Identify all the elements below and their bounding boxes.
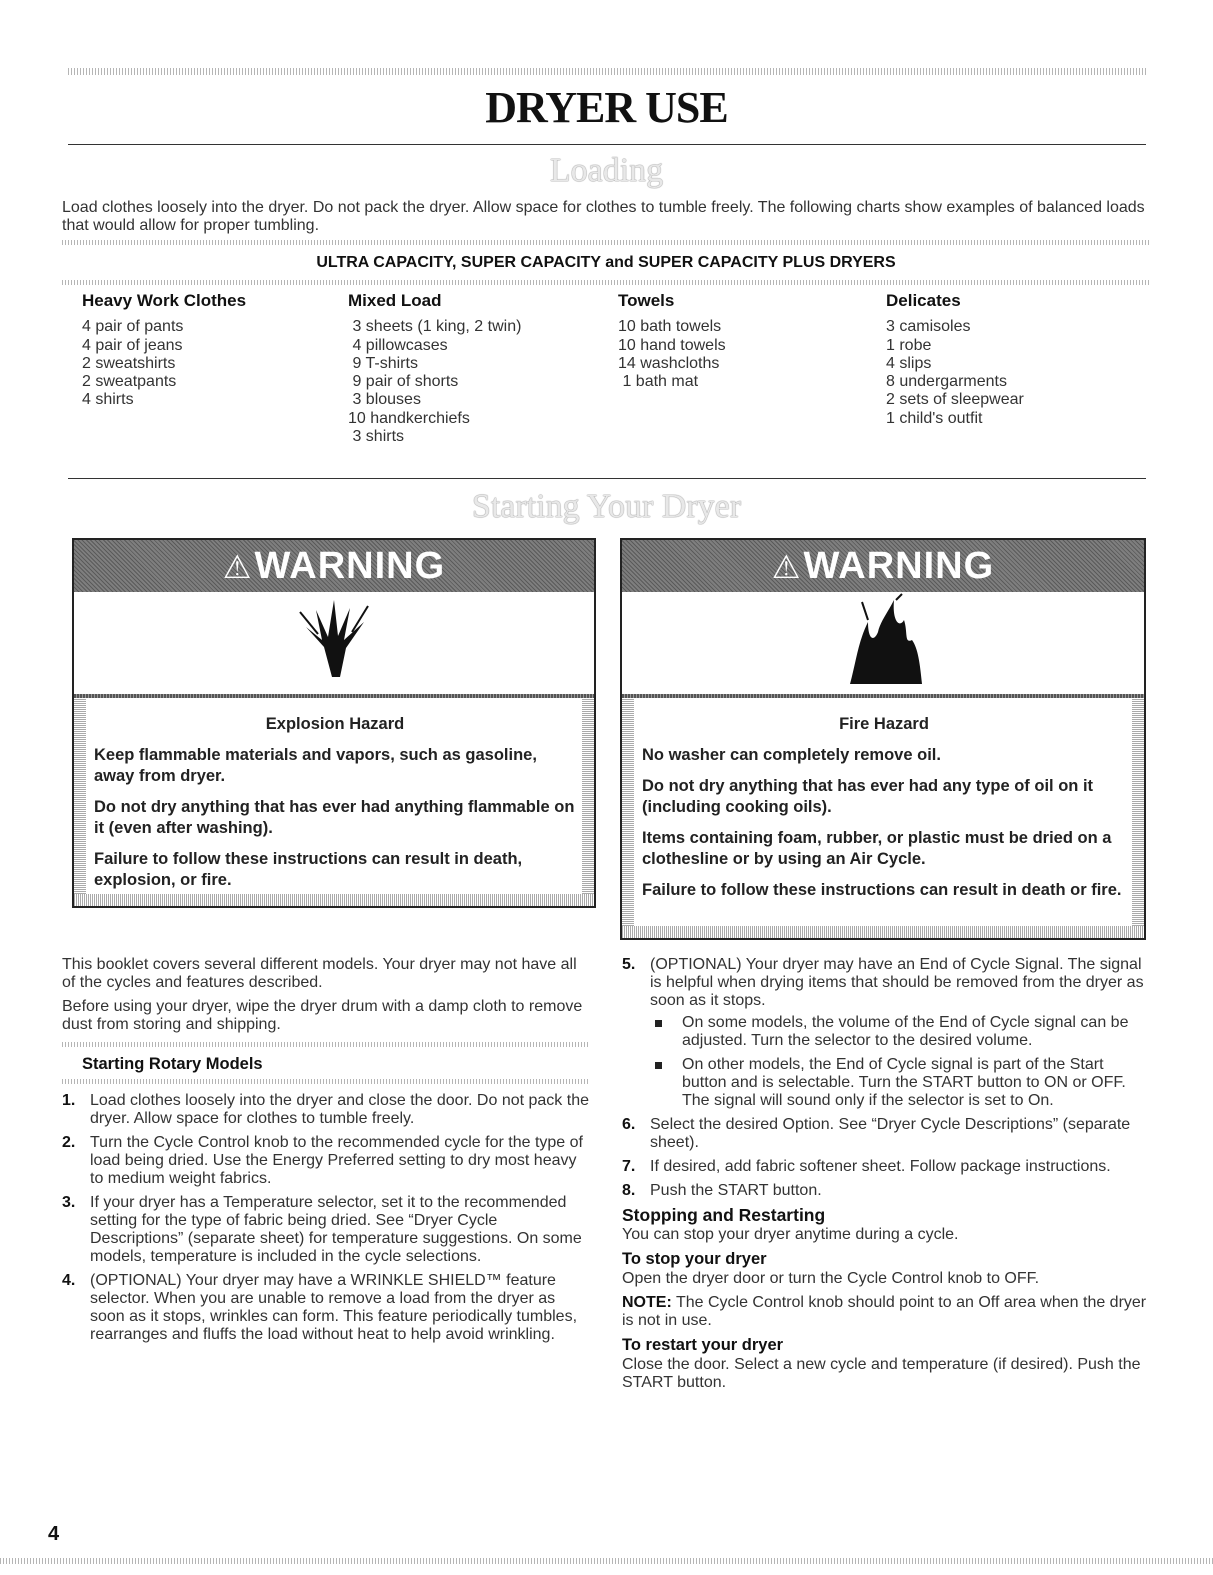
list-item: 4 shirts	[82, 391, 134, 409]
warning-triangle-icon: ⚠	[771, 549, 802, 585]
starting-section-title: Starting Your Dryer	[471, 488, 742, 525]
subhead-dotted-top	[62, 1042, 590, 1047]
to-stop-heading: To stop your dryer	[622, 1250, 767, 1268]
list-item: 3 blouses	[348, 391, 421, 409]
loading-section-title: Loading	[549, 152, 664, 189]
explosion-warning-box	[72, 538, 596, 908]
subhead-dotted-bottom	[62, 1079, 590, 1084]
warning-line: Do not dry anything that has ever had any type of oil on it (including cooking oils).	[642, 777, 1094, 816]
list-item: 4 pillowcases	[348, 336, 448, 354]
warning-header	[74, 540, 594, 592]
page-title: DRYER USE	[485, 83, 728, 132]
warning-triangle-icon: ⚠	[222, 549, 253, 585]
step-text: Load clothes loosely into the dryer and close the door. Do not pack the dryer. Allow space for clothes to tumble freely.	[90, 1092, 589, 1127]
warning-divider	[622, 694, 1144, 698]
list-item: 9 T-shirts	[348, 354, 418, 372]
list-item: 2 sets of sleepwear	[886, 391, 1024, 409]
column-header: Mixed Load	[348, 291, 442, 310]
load-column-mixed	[348, 292, 521, 446]
note-text: The Cycle Control knob should point to an Off area when the dryer is not in use.	[622, 1294, 1147, 1329]
step-text: Push the START button.	[650, 1182, 822, 1199]
right-text-column	[622, 956, 1148, 1398]
column-header: Delicates	[886, 291, 961, 310]
warning-header	[622, 540, 1144, 592]
warning-line: Failure to follow these instructions can result in death, explosion, or fire.	[94, 850, 523, 889]
list-item: 2 sweatpants	[82, 373, 177, 391]
hazard-title: Explosion Hazard	[265, 715, 405, 733]
step-text: If desired, add fabric softener sheet. Follow package instructions.	[650, 1158, 1111, 1175]
step-number: 7.	[622, 1158, 636, 1175]
list-item: 4 slips	[886, 354, 932, 372]
step-text: (OPTIONAL) Your dryer may have an End of Cycle Signal. The signal is helpful when drying items that should be removed from the dryer as soon as it stops.	[650, 956, 1144, 1009]
step-number: 2.	[62, 1134, 76, 1151]
fire-warning-box	[620, 538, 1146, 940]
list-item: 9 pair of shorts	[348, 373, 459, 391]
list-item: 4 pair of jeans	[82, 336, 183, 354]
step-number: 4.	[62, 1272, 76, 1289]
load-column-heavy	[82, 292, 246, 410]
list-item	[622, 1158, 1148, 1176]
step-number: 6.	[622, 1116, 636, 1133]
load-column-towels	[618, 292, 726, 391]
step-text: (OPTIONAL) Your dryer may have a WRINKLE SHIELD™ feature selector. When you are unable to remove a load from the dryer as soon as it stops, wrinkles can form. This feature periodically tumbles, rearranges and fluffs the load without heat to help avoid wrinkling.	[90, 1272, 578, 1343]
explosion-icon	[74, 592, 594, 692]
loading-intro: Load clothes loosely into the dryer. Do not pack the dryer. Allow space for clothes to tumble freely. The following charts show examples of balanced loads that would allow for proper tumbling.	[62, 199, 1145, 234]
warning-label: WARNING	[254, 545, 446, 587]
step-text: Select the desired Option. See “Dryer Cycle Descriptions” (separate sheet).	[650, 1116, 1131, 1151]
to-restart-heading: To restart your dryer	[622, 1336, 784, 1354]
hazard-title: Fire Hazard	[839, 715, 929, 733]
fire-icon	[622, 592, 1144, 692]
warning-side-pattern	[622, 698, 634, 938]
stopping-intro: You can stop your dryer anytime during a cycle.	[622, 1226, 959, 1243]
list-item: 10 bath towels	[618, 318, 722, 336]
section-rule	[68, 478, 1146, 479]
load-table-title: ULTRA CAPACITY, SUPER CAPACITY and SUPER CAPACITY PLUS DRYERS	[316, 254, 896, 271]
list-item: 3 shirts	[348, 428, 405, 446]
warning-side-pattern	[582, 698, 594, 906]
left-text-column	[62, 956, 590, 1350]
step-number: 8.	[622, 1182, 636, 1199]
bottom-dotted-band	[0, 1558, 1213, 1564]
warning-label: WARNING	[803, 545, 995, 587]
list-item	[62, 1092, 590, 1128]
intro-paragraph: This booklet covers several different models. Your dryer may not have all of the cycles and features described.	[62, 956, 577, 991]
to-stop-text: Open the dryer door or turn the Cycle Control knob to OFF.	[622, 1270, 1040, 1287]
warning-side-pattern	[74, 698, 86, 906]
list-item: 1 child's outfit	[886, 409, 983, 427]
note-label: NOTE:	[622, 1294, 672, 1311]
warning-side-pattern	[1132, 698, 1144, 938]
list-item: 2 sweatshirts	[82, 354, 176, 372]
title-rule	[68, 144, 1146, 145]
step-number: 1.	[62, 1092, 76, 1109]
load-column-delicates	[886, 292, 1024, 428]
list-item: 10 handkerchiefs	[348, 409, 470, 427]
rotary-subhead: Starting Rotary Models	[82, 1055, 263, 1073]
list-item	[62, 1134, 590, 1188]
column-header: Towels	[618, 291, 675, 310]
table-dotted-top	[62, 240, 1150, 245]
signal-bullets	[622, 1014, 1148, 1110]
list-item: 4 pair of pants	[82, 318, 184, 336]
warning-line: Items containing foam, rubber, or plastic must be dried on a clothesline or by using an Air Cycle.	[642, 829, 1112, 868]
step-number: 5.	[622, 956, 636, 973]
list-item: On some models, the volume of the End of Cycle signal can be adjusted. Turn the selector to the desired volume.	[622, 1014, 1148, 1050]
warning-line: Keep flammable materials and vapors, such as gasoline, away from dryer.	[94, 746, 537, 785]
list-item: 3 camisoles	[886, 318, 971, 336]
warning-line: No washer can completely remove oil.	[642, 746, 941, 764]
top-dotted-band	[68, 68, 1146, 75]
list-item	[62, 1194, 590, 1266]
list-item: 3 sheets (1 king, 2 twin)	[348, 318, 522, 336]
note-paragraph	[622, 1294, 1148, 1330]
rotary-steps	[62, 1092, 590, 1344]
list-item: 8 undergarments	[886, 373, 1007, 391]
stopping-heading: Stopping and Restarting	[622, 1205, 826, 1225]
step-text: Turn the Cycle Control knob to the recommended cycle for the type of load being dried. Use the Energy Preferred setting to dry most heavy to medium weight fabrics.	[90, 1134, 583, 1187]
to-restart-text: Close the door. Select a new cycle and temperature (if desired). Push the START button.	[622, 1356, 1141, 1391]
warning-body	[94, 714, 576, 901]
step-text: If your dryer has a Temperature selector, set it to the recommended setting for the type of fabric being dried. See “Dryer Cycle Descriptions” (separate sheet) for temperature suggestions. On some models, temperature is included in the cycle selections.	[90, 1194, 582, 1265]
intro-paragraph: Before using your dryer, wipe the dryer drum with a damp cloth to remove dust from storing and shipping.	[62, 998, 583, 1033]
list-item	[622, 1116, 1148, 1152]
warning-foot-pattern	[622, 926, 1144, 938]
list-item	[622, 1182, 1148, 1200]
list-item	[62, 1272, 590, 1344]
page-number: 4	[48, 1523, 60, 1545]
table-dotted-bottom	[62, 280, 1150, 285]
warning-divider	[74, 694, 594, 698]
list-item: 1 bath mat	[618, 373, 699, 391]
warning-line: Failure to follow these instructions can result in death or fire.	[642, 881, 1122, 899]
warning-body	[642, 714, 1126, 911]
list-item: 10 hand towels	[618, 336, 726, 354]
list-item: 14 washcloths	[618, 354, 720, 372]
warning-line: Do not dry anything that has ever had anything flammable on it (even after washing).	[94, 798, 575, 837]
steps-continued	[622, 956, 1148, 1200]
list-item: On other models, the End of Cycle signal is part of the Start button and is selectable. Turn the START button to ON or OFF. The signal will sound only if the selector is set to On.	[622, 1056, 1148, 1110]
list-item: 1 robe	[886, 336, 932, 354]
step-number: 3.	[62, 1194, 76, 1211]
column-header: Heavy Work Clothes	[82, 291, 247, 310]
list-item	[622, 956, 1148, 1110]
